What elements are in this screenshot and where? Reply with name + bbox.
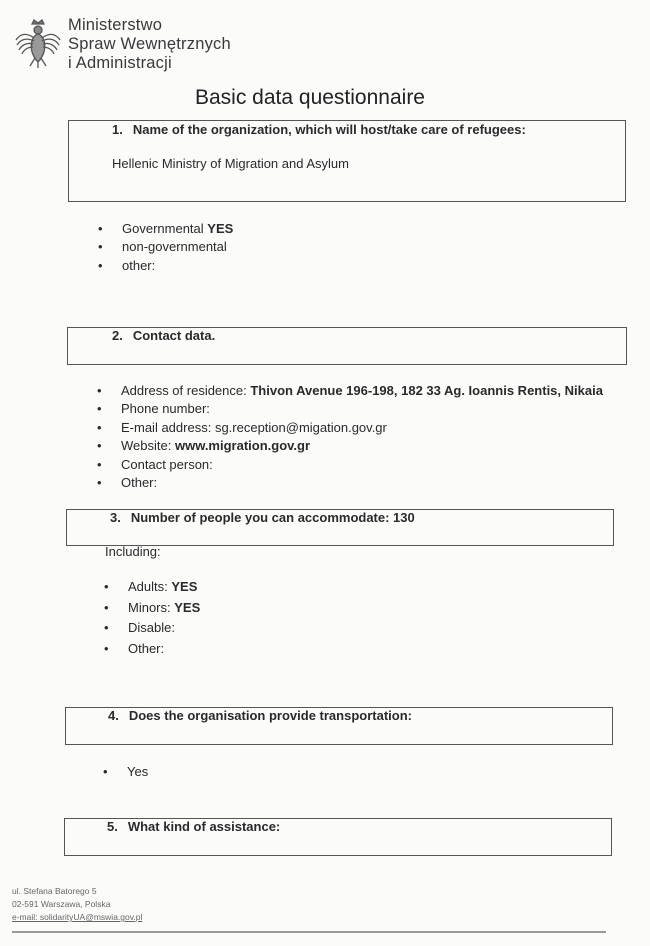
question-2-heading (112, 328, 215, 343)
question-4-number: 4. (108, 708, 119, 723)
people-type-list (104, 578, 200, 660)
footer-street: ul. Stefana Batorego 5 (12, 886, 97, 896)
transportation-list (103, 763, 148, 781)
list-item: • Governmental YES (98, 220, 233, 238)
question-2-number: 2. (112, 328, 123, 343)
including-label: Including: (105, 544, 161, 559)
footer-email-link[interactable]: e-mail: solidarityUA@mswia.gov.pl (12, 912, 143, 922)
question-2-text: Contact data. (132, 328, 216, 343)
list-item: • Address of residence: Thivon Avenue 196-198, 182 33 Ag. Ioannis Rentis, Nikaia (97, 382, 603, 400)
list-item: • Other: (104, 640, 200, 661)
list-item: • Other: (97, 474, 603, 492)
footer-address (12, 885, 142, 924)
question-4-text: Does the organisation provide transportation: (128, 708, 412, 723)
list-item: • Minors: YES (104, 599, 200, 620)
ministry-line-3: i Administracji (68, 54, 172, 72)
list-item: • E-mail address: sg.reception@migation.gov.gr (97, 419, 603, 437)
question-5-number: 5. (107, 819, 118, 834)
question-1-heading (112, 122, 526, 137)
polish-eagle-emblem-icon (14, 18, 62, 70)
list-item: • other: (98, 257, 233, 275)
footer-city: 02-591 Warszawa, Polska (12, 899, 111, 909)
question-3-text: Number of people you can accommodate: 130 (130, 510, 415, 525)
contact-data-list (97, 382, 603, 492)
ministry-line-2: Spraw Wewnętrznych (68, 35, 231, 53)
question-1-answer: Hellenic Ministry of Migration and Asylum (112, 156, 349, 171)
organization-type-list (98, 220, 233, 275)
question-5-text: What kind of assistance: (127, 819, 281, 834)
list-item: • Adults: YES (104, 578, 200, 599)
list-item: • Contact person: (97, 456, 603, 474)
list-item: • non-governmental (98, 238, 233, 256)
question-3-heading (110, 510, 415, 525)
list-item: • Phone number: (97, 400, 603, 418)
footer-divider (12, 931, 606, 933)
ministry-name (68, 16, 231, 73)
question-1-number: 1. (112, 122, 123, 137)
question-4-heading (108, 708, 412, 723)
list-item: • Yes (103, 763, 148, 781)
ministry-line-1: Ministerstwo (68, 16, 163, 34)
page-title: Basic data questionnaire (195, 86, 425, 109)
question-3-number: 3. (110, 510, 121, 525)
question-1-text: Name of the organization, which will host/take care of refugees: (132, 122, 526, 137)
list-item: • Website: www.migration.gov.gr (97, 437, 603, 455)
question-5-heading (107, 819, 280, 834)
list-item: • Disable: (104, 619, 200, 640)
